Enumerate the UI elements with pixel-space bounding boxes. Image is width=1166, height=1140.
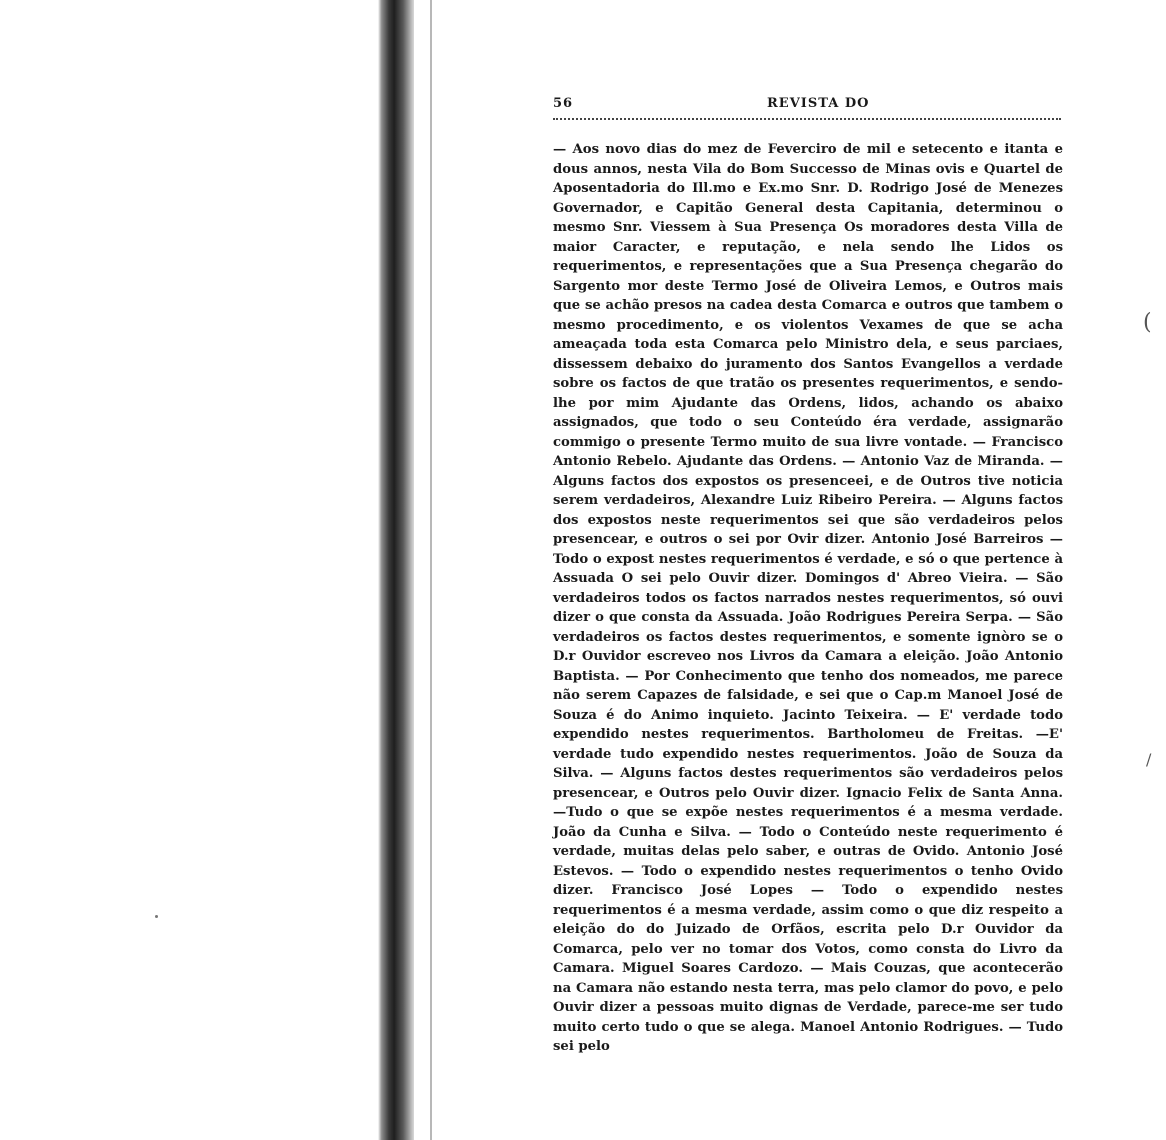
page-header	[553, 96, 1063, 118]
binding-fold-line	[430, 0, 432, 1140]
book-binding-shadow	[378, 0, 414, 1140]
margin-mark: /	[1146, 750, 1152, 769]
running-title: REVISTA DO	[767, 96, 870, 111]
header-rule	[553, 118, 1061, 120]
page-number: 56	[553, 96, 574, 111]
margin-mark: (	[1143, 310, 1152, 335]
speck	[155, 915, 158, 918]
page-body-text: — Aos novo dias do mez de Feverciro de mil e setecento e itanta e dous annos, nesta Vila do Bom Successo de Minas ovis e Quartel de Aposentadoria do Ill.mo e Ex.mo Snr. D. Rodrigo José de Menezes Governador, e Capitão General desta Capitania, determinou o mesmo Snr. Viessem à Sua Presença Os moradores desta Villa de maior Caracter, e reputação, e nela sendo lhe Lidos os requerimentos, e representações que a Sua Presença chegarão do Sargento mor deste Termo José de Oliveira Lemos, e Outros mais que se achão presos na cadea desta Comarca e outros que tambem o mesmo procedimento, e os violentos Vexames de que se acha ameaçada toda esta Comarca pelo Ministro dela, e seus parciaes, dissessem debaixo do juramento dos Santos Evangellos a verdade sobre os factos de que tratão os presentes requerimentos, e sendo-lhe por mim Ajudante das Ordens, lidos, achando os abaixo assignados, que todo o seu Conteúdo éra verdade, assignarão commigo o presente Termo muito de sua livre vontade. — Francisco Antonio Rebelo. Ajudante das Ordens. — Antonio Vaz de Miranda. — Alguns factos dos expostos os presenceei, e de Outros tive noticia serem verdadeiros, Alexandre Luiz Ribeiro Pereira. — Alguns factos dos expostos neste requerimentos sei que são verdadeiros pelos presencear, e outros o sei por Ovir dizer. Antonio José Barreiros — Todo o expost nestes requerimentos é verdade, e só o que pertence à Assuada O sei pelo Ouvir dizer. Domingos d' Abreo Vieira. — São verdadeiros todos os factos narrados nestes requerimentos, só ouvi dizer o que consta da Assuada. João Rodrigues Pereira Serpa. — São verdadeiros os factos destes requerimentos, e somente ignòro se o D.r Ouvidor escreveo nos Livros da Camara a eleição. João Antonio Baptista. — Por Conhecimento que tenho dos nomeados, me parece não serem Capazes de falsidade, e sei que o Cap.m Manoel José de Souza é do Animo inquieto. Jacinto Teixeira. — E' verdade todo expendido nestes requerimentos. Bartholomeu de Freitas. —E' verdade tudo expendido nestes requerimentos. João de Souza da Silva. — Alguns factos destes requerimentos são verdadeiros pelos presencear, e Outros pelo Ouvir dizer. Ignacio Felix de Santa Anna. —Tudo o que se expõe nestes requerimentos é a mesma verdade. João da Cunha e Silva. — Todo o Conteúdo neste requerimento é verdade, muitas delas pelo saber, e outras de Ovido. Antonio José Estevos. — Todo o expendido nestes requerimentos o tenho Ovido dizer. Francisco José Lopes — Todo o expendido nestes requerimentos é a mesma verdade, assim como o que diz respeito a eleição do do Juizado de Orfãos, escrita pelo D.r Ouvidor da Comarca, pelo ver no tomar dos Votos, como consta do Livro da Camara. Miguel Soares Cardozo. — Mais Couzas, que acontecerão na Camara não estando nesta terra, mas pelo clamor do povo, e pelo Ouvir dizer a pessoas muito dignas de Verdade, parece-me ser tudo muito certo tudo o que se alega. Manoel Antonio Rodrigues. — Tudo sei pelo	[553, 142, 1063, 1054]
